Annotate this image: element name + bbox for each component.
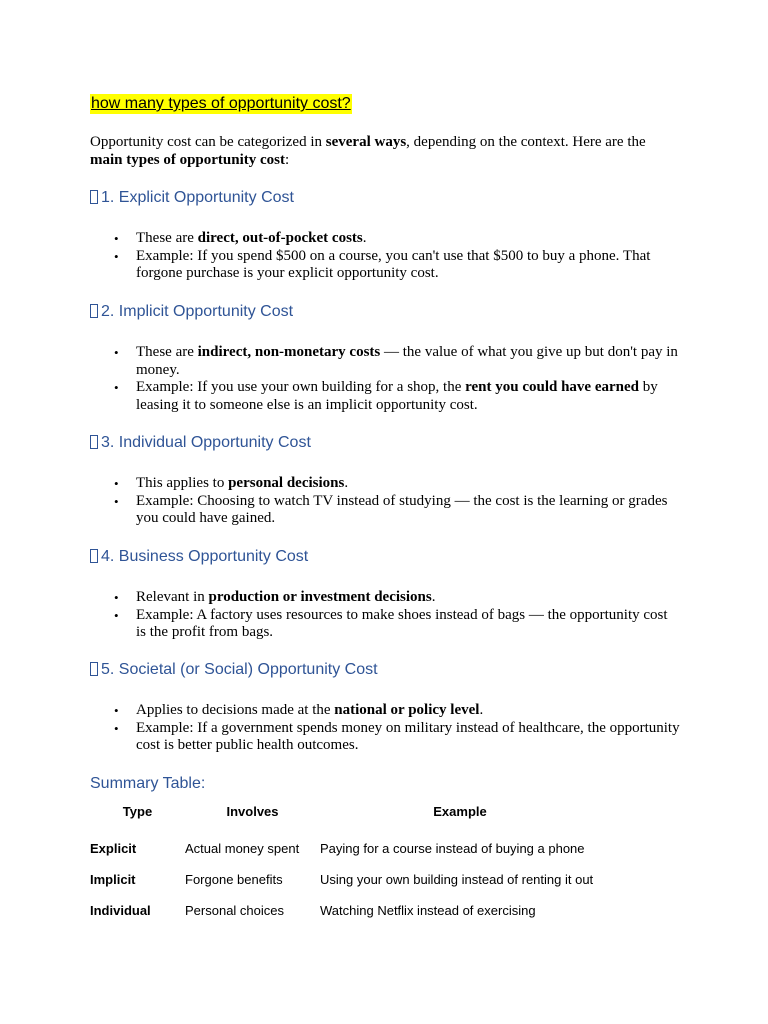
bullet-list (90, 589, 680, 642)
intro-text: , depending on the context. Here are the (406, 134, 646, 150)
section-heading-text: 4. Business Opportunity Cost (101, 548, 309, 565)
column-header-involves: Involves (226, 803, 279, 819)
bullet-text: by leasing it to someone else is an implicit opportunity cost. (136, 379, 658, 413)
bullet-icon: • (114, 703, 119, 718)
bullet-text: Example: A factory uses resources to make shoes instead of bags — the opportunity cost is the profit from bags. (136, 606, 668, 640)
section-heading (90, 302, 293, 322)
bullet-text: Example: If a government spends money on military instead of healthcare, the opportunity cost is better public health outcomes. (136, 719, 680, 753)
table-cell-example: Using your own building instead of renting it out (320, 872, 594, 887)
bullet-icon: • (114, 380, 119, 395)
bullet-bold-text: personal decisions (228, 475, 345, 491)
bullet-icon: • (114, 231, 119, 246)
bullet-bold-text: direct, out-of-pocket costs (197, 230, 363, 246)
bullet-text: . (344, 475, 349, 491)
bullet-bold-text: rent you could have earned (465, 379, 640, 395)
section-heading (90, 547, 308, 567)
bullet-icon: • (114, 720, 119, 736)
bullet-text: Example: Choosing to watch TV instead of studying — the cost is the learning or grades you could have gained. (136, 492, 668, 526)
bullet-text: Example: If you use your own building for a shop, the (136, 379, 466, 395)
intro-text: Opportunity cost can be categorized in (90, 134, 326, 150)
table-cell-involves: Personal choices (185, 903, 284, 918)
intro-paragraph (90, 133, 680, 169)
bullet-list (90, 230, 680, 283)
bullet-text: . (479, 702, 484, 718)
missing-glyph-icon (90, 304, 98, 318)
section-heading (90, 660, 378, 680)
list-item (90, 589, 680, 607)
missing-glyph-icon (90, 662, 98, 676)
bullet-icon: • (114, 607, 119, 623)
bullet-text: Example: If you spend $500 on a course, you can't use that $500 to buy a phone. That forgone purchase is your explicit opportunity cost. (136, 247, 651, 281)
bullet-bold-text: indirect, non-monetary costs (197, 344, 381, 360)
table-row (90, 833, 600, 864)
bullet-icon: • (114, 476, 119, 491)
bullet-text: — the value of what you give up but don't pay in money. (136, 344, 678, 378)
bullet-icon: • (114, 345, 119, 360)
table-cell-type: Implicit (90, 872, 136, 887)
list-item (90, 475, 680, 493)
intro-bold-text: several ways (325, 134, 407, 150)
table-header-row (90, 802, 600, 833)
bullet-icon: • (114, 590, 119, 605)
table-cell-involves: Forgone benefits (185, 872, 283, 887)
section-heading (90, 188, 294, 208)
intro-text: : (285, 152, 290, 168)
bullet-bold-text: production or investment decisions (208, 589, 432, 605)
bullet-list (90, 344, 680, 414)
table-cell-example: Paying for a course instead of buying a phone (320, 841, 585, 856)
bullet-icon: • (114, 248, 119, 264)
table-cell-type: Individual (90, 903, 151, 918)
list-item (90, 248, 680, 283)
bullet-text: . (362, 230, 367, 246)
bullet-text: . (431, 589, 436, 605)
bullet-text: Relevant in (136, 589, 209, 605)
page-title: how many types of opportunity cost? (91, 95, 351, 112)
list-item (90, 379, 680, 414)
bullet-list (90, 702, 680, 755)
column-header-type: Type (122, 803, 153, 819)
list-item (90, 720, 680, 755)
bullet-bold-text: national or policy level (334, 702, 480, 718)
section-heading-text: 5. Societal (or Social) Opportunity Cost (101, 661, 378, 678)
list-item (90, 607, 680, 642)
intro-bold-text: main types of opportunity cost (90, 152, 286, 168)
table-cell-example: Watching Netflix instead of exercising (320, 903, 536, 918)
section-heading (90, 433, 311, 453)
missing-glyph-icon (90, 190, 98, 204)
table-row (90, 864, 600, 895)
list-item (90, 702, 680, 720)
list-item (90, 230, 680, 248)
column-header-example: Example (433, 803, 487, 819)
bullet-text: These are (136, 344, 198, 360)
bullet-icon: • (114, 493, 119, 509)
summary-heading: Summary Table: (90, 775, 206, 792)
section-heading-text: 2. Implicit Opportunity Cost (101, 303, 294, 320)
table-cell-type: Explicit (90, 841, 137, 856)
section-heading-text: 3. Individual Opportunity Cost (101, 434, 311, 451)
list-item (90, 493, 680, 528)
list-item (90, 344, 680, 379)
section-heading-text: 1. Explicit Opportunity Cost (101, 189, 294, 206)
table-row (90, 895, 600, 926)
summary-table (90, 802, 600, 926)
missing-glyph-icon (90, 435, 98, 449)
bullet-text: Applies to decisions made at the (136, 702, 335, 718)
bullet-list (90, 475, 680, 528)
bullet-text: These are (136, 230, 198, 246)
bullet-text: This applies to (136, 475, 229, 491)
table-cell-involves: Actual money spent (185, 841, 300, 856)
missing-glyph-icon (90, 549, 98, 563)
